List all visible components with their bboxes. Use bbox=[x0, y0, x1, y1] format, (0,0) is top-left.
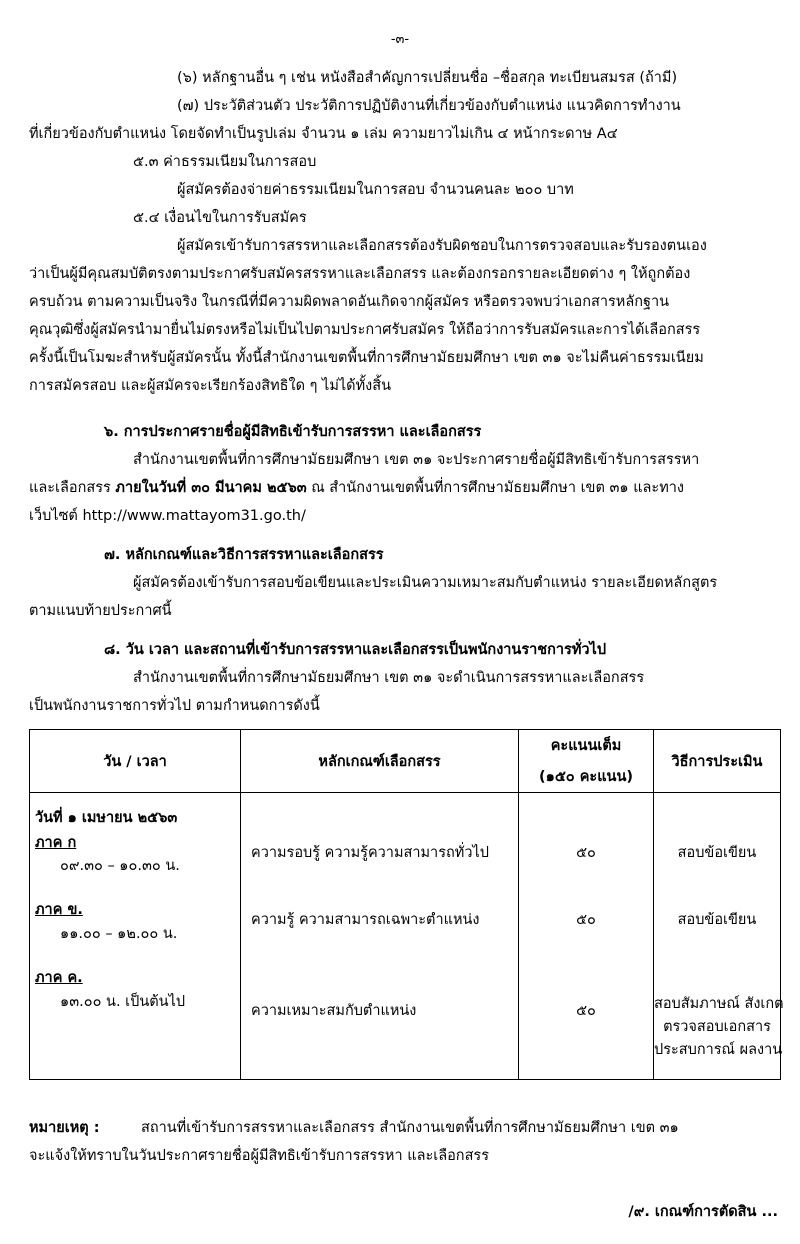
evidence-item-6: (๖) หลักฐานอื่น ๆ เช่น หนังสือสำคัญการเปลี่ยนชื่อ –ชื่อสกุล ทะเบียนสมรส (ถ้ามี) bbox=[177, 70, 678, 86]
evidence-item-7: (๗) ประวัติส่วนตัว ประวัติการปฏิบัติงานที่เกี่ยวข้องกับตำแหน่ง แนวคิดการทำงาน bbox=[177, 98, 681, 114]
section-8-line1: สำนักงานเขตพื้นที่การศึกษามัธยมศึกษา เขต ๓๑ จะดำเนินการสรรหาและเลือกสรร bbox=[133, 670, 645, 686]
header-full-score bbox=[519, 730, 654, 793]
section-6-line2-start: และเลือกสรร bbox=[29, 480, 116, 496]
score-part-a: ๕๐ bbox=[576, 845, 596, 861]
continuation-marker: /๙. เกณฑ์การตัดสิน ... bbox=[628, 1204, 778, 1220]
section-6-line2 bbox=[29, 478, 684, 498]
conditions-para-line5: ครั้งนี้เป็นโมฆะสำหรับผู้สมัครนั้น ทั้งนี้สำนักงานเขตพื้นที่การศึกษามัธยมศึกษา เขต ๓๑ จะไม่คืนค่าธรรมเนียม bbox=[29, 350, 704, 366]
fee-text: ผู้สมัครต้องจ่ายค่าธรรมเนียมในการสอบ จำนวนคนละ ๒๐๐ บาท bbox=[177, 182, 574, 198]
score-part-b: ๕๐ bbox=[576, 912, 596, 928]
header-date-time: วัน / เวลา bbox=[30, 730, 241, 793]
part-a-time: ๐๙.๓๐ – ๑๐.๓๐ น. bbox=[60, 858, 180, 874]
conditions-para-line2: ว่าเป็นผู้มีคุณสมบัติตรงตามประกาศรับสมัครสรรหาและเลือกสรร และต้องกรอกรายละเอียดต่าง ๆ ให้ถูกต้อง bbox=[29, 266, 691, 282]
score-part-c: ๕๐ bbox=[576, 1003, 596, 1019]
header-full-score-line2: (๑๕๐ คะแนน) bbox=[539, 769, 633, 785]
exam-date: วันที่ ๑ เมษายน ๒๕๖๓ bbox=[35, 810, 178, 826]
header-full-score-line1: คะแนนเต็ม bbox=[550, 738, 622, 754]
table-row bbox=[30, 793, 781, 1080]
section-7-line1: ผู้สมัครต้องเข้ารับการสอบข้อเขียนและประเมินความเหมาะสมกับตำแหน่ง รายละเอียดหลักสูตร bbox=[133, 575, 718, 591]
method-part-c-line1: สอบสัมภาษณ์ สังเกต bbox=[654, 996, 784, 1012]
section-6-line2-end: ณ สำนักงานเขตพื้นที่การศึกษามัธยมศึกษา เขต ๓๑ และทาง bbox=[306, 480, 684, 496]
method-part-b: สอบข้อเขียน bbox=[677, 912, 757, 928]
method-cell bbox=[654, 793, 784, 1080]
conditions-para-line4: คุณวุฒิซึ่งผู้สมัครนำมายื่นไม่ตรงหรือไม่เป็นไปตามประกาศรับสมัคร ให้ถือว่าการรับสมัครและการได้เลือกสรร bbox=[29, 322, 701, 338]
page-number: -๓- bbox=[390, 32, 410, 47]
subsection-5-4-heading: ๕.๔ เงื่อนไขในการรับสมัคร bbox=[133, 210, 307, 226]
table-header-row bbox=[30, 730, 781, 793]
part-b-label: ภาค ข. bbox=[35, 902, 83, 918]
conditions-para-line1: ผู้สมัครเข้ารับการสรรหาและเลือกสรรต้องรับผิดชอบในการตรวจสอบและรับรองตนเอง bbox=[177, 238, 707, 254]
section-7-line2: ตามแนบท้ายประกาศนี้ bbox=[29, 603, 172, 619]
score-cell bbox=[519, 793, 654, 1080]
conditions-para-line6: การสมัครสอบ และผู้สมัครจะเรียกร้องสิทธิใด ๆ ไม่ได้ทั้งสิ้น bbox=[29, 378, 391, 394]
criteria-part-a: ความรอบรู้ ความรู้ความสามารถทั่วไป bbox=[251, 845, 489, 861]
date-cell bbox=[30, 793, 241, 1080]
note-line1: สถานที่เข้ารับการสรรหาและเลือกสรร สำนักงานเขตพื้นที่การศึกษามัธยมศึกษา เขต ๓๑ bbox=[141, 1120, 679, 1136]
section-6-line1: สำนักงานเขตพื้นที่การศึกษามัธยมศึกษา เขต ๓๑ จะประกาศรายชื่อผู้มีสิทธิเข้ารับการสรรหา bbox=[133, 452, 700, 468]
schedule-table bbox=[29, 729, 784, 1080]
section-8-heading: ๘. วัน เวลา และสถานที่เข้ารับการสรรหาและเลือกสรรเป็นพนักงานราชการทั่วไป bbox=[104, 642, 607, 658]
note-label: หมายเหตุ : bbox=[29, 1120, 100, 1136]
method-part-c-line2: ตรวจสอบเอกสาร bbox=[663, 1019, 771, 1035]
part-c-label: ภาค ค. bbox=[35, 970, 83, 986]
section-6-website: เว็บไซต์ http://www.mattayom31.go.th/ bbox=[29, 508, 306, 524]
part-b-time: ๑๑.๐๐ – ๑๒.๐๐ น. bbox=[60, 926, 178, 942]
section-6-heading: ๖. การประกาศรายชื่อผู้มีสิทธิเข้ารับการสรรหา และเลือกสรร bbox=[104, 424, 482, 440]
header-method: วิธีการประเมิน bbox=[654, 730, 781, 793]
evidence-item-7-cont: ที่เกี่ยวข้องกับตำแหน่ง โดยจัดทำเป็นรูปเล่ม จำนวน ๑ เล่ม ความยาวไม่เกิน ๔ หน้ากระดาษ A๔ bbox=[29, 126, 618, 142]
section-7-heading: ๗. หลักเกณฑ์และวิธีการสรรหาและเลือกสรร bbox=[104, 547, 384, 563]
criteria-part-b: ความรู้ ความสามารถเฉพาะตำแหน่ง bbox=[251, 912, 480, 928]
header-criteria: หลักเกณฑ์เลือกสรร bbox=[241, 730, 519, 793]
subsection-5-3-heading: ๕.๓ ค่าธรรมเนียมในการสอบ bbox=[133, 154, 317, 170]
method-part-a: สอบข้อเขียน bbox=[677, 845, 757, 861]
criteria-part-c: ความเหมาะสมกับตำแหน่ง bbox=[251, 1003, 417, 1019]
announcement-date: ภายในวันที่ ๓๐ มีนาคม ๒๕๖๓ bbox=[115, 480, 307, 496]
conditions-para-line3: ครบถ้วน ตามความเป็นจริง ในกรณีที่มีความผิดพลาดอันเกิดจากผู้สมัคร หรือตรวจพบว่าเอกสารหลักฐาน bbox=[29, 294, 670, 310]
method-part-c-line3: ประสบการณ์ ผลงาน bbox=[654, 1042, 783, 1058]
note-line2: จะแจ้งให้ทราบในวันประกาศรายชื่อผู้มีสิทธิเข้ารับการสรรหา และเลือกสรร bbox=[29, 1148, 489, 1164]
criteria-cell bbox=[241, 793, 519, 1080]
section-8-line2: เป็นพนักงานราชการทั่วไป ตามกำหนดการดังนี้ bbox=[29, 698, 320, 714]
part-c-time: ๑๓.๐๐ น. เป็นต้นไป bbox=[60, 994, 186, 1010]
part-a-label: ภาค ก bbox=[35, 835, 77, 851]
